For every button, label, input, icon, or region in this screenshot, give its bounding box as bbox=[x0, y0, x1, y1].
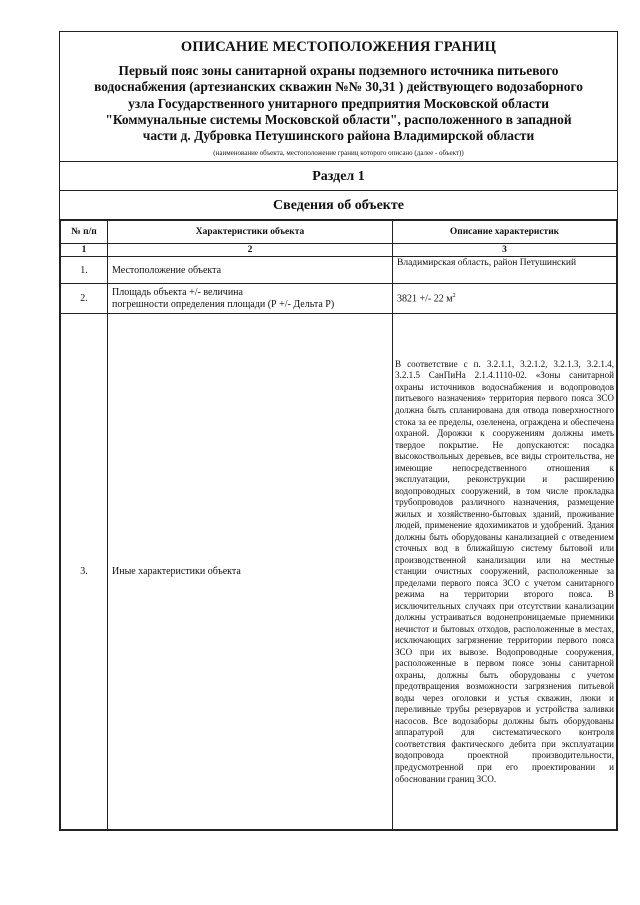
column-number-cell: 3 bbox=[393, 244, 617, 257]
area-unit-exponent: 2 bbox=[452, 293, 456, 300]
section-title: Раздел 1 bbox=[60, 162, 617, 191]
object-name-caption: (наименование объекта, местоположение границ которого описано (далее - объект)) bbox=[60, 148, 617, 162]
object-name-line: части д. Дубровка Петушинского района Владимирской области bbox=[142, 128, 535, 144]
column-number-row bbox=[61, 244, 617, 257]
row-description: Владимирская область, район Петушинский bbox=[393, 257, 617, 284]
row-number: 3. bbox=[61, 314, 108, 830]
table-row bbox=[61, 257, 617, 284]
row-description bbox=[393, 314, 617, 830]
row-characteristic bbox=[108, 284, 393, 314]
row-characteristic: Иные характеристики объекта bbox=[108, 314, 393, 830]
section-subtitle: Сведения об объекте bbox=[60, 191, 617, 220]
row-number: 1. bbox=[61, 257, 108, 284]
table-row bbox=[61, 284, 617, 314]
column-number-cell: 1 bbox=[61, 244, 108, 257]
object-name-line: водоснабжения (артезианских скважин №№ 30,31 ) действующего водозаборного bbox=[94, 79, 583, 95]
object-info-table bbox=[60, 220, 617, 830]
document-title: ОПИСАНИЕ МЕСТОПОЛОЖЕНИЯ ГРАНИЦ bbox=[180, 39, 497, 55]
header-cell-number: № п/п bbox=[61, 221, 108, 244]
object-name-line: Первый пояс зоны санитарной охраны подземного источника питьевого bbox=[118, 63, 559, 78]
object-name-line: узла Государственного унитарного предприятия Московской области bbox=[128, 95, 549, 111]
other-characteristics-text: В соответствие с п. 3.2.1.1, 3.2.1.2, 3.2.1.3, 3.2.1.4, 3.2.1.5 СанПиНа 2.1.4.1110-02. «Зоны санитарной охраны источников водоснабжения и водопроводов питьевого назначения» территория первого пояса ЗСО должна быть спланирована для отвода поверхностного стока за ее пределы, озеленена, ограждена и обеспечена охраной. Дорожки к сооружениям должны иметь твердое покрытие. Не допускаются: посадка высокоствольных деревьев, все виды строительства, не имеющие непосредственного отношения к эксплуатации, реконструкции и расширению водопроводных сооружений, в том числе прокладка трубопроводов различного назначения, размещение жилых и хозяйственно-бытовых зданий, проживание людей, применение ядохимикатов и удобрений. Здания должны быть оборудованы канализацией с отведением сточных вод в ближайшую систему бытовой или производственной канализации или на местные станции очистных сооружений, расположенные за пределами первого пояса ЗСО с учетом санитарного режима на территории второго пояса. В исключительных случаях при отсутствии канализации должны устраиваться водонепроницаемые приемники нечистот и бытовых отходов, расположенные в местах, исключающих загрязнение территории первого пояса ЗСО при их вывозе. Водопроводные сооружения, расположенные в первом поясе зоны санитарной охраны, должны быть оборудованы с учетом предотвращения возможности загрязнения питьевой воды через оголовки и устья скважин, люки и переливные трубы резервуаров и устройства заливки насосов. Все водозаборы должны быть оборудованы аппаратурой для систематического контроля соответствия фактического дебита при эксплуатации водопровода проектной производительности, предусмотренной при его проектировании и обосновании границ ЗСО. bbox=[395, 358, 614, 784]
row-characteristic-line: Площадь объекта +/- величина bbox=[112, 286, 243, 298]
row-number: 2. bbox=[61, 284, 108, 314]
object-name bbox=[60, 60, 617, 148]
header-cell-description: Описание характеристик bbox=[393, 221, 617, 244]
object-name-line: "Коммунальные системы Московской области", расположенного в западной bbox=[105, 111, 572, 127]
row-characteristic: Местоположение объекта bbox=[108, 257, 393, 284]
column-number-cell: 2 bbox=[108, 244, 393, 257]
row-characteristic-line: погрешности определения площади (Р +/- Дельта Р) bbox=[112, 298, 335, 310]
header-cell-characteristic: Характеристики объекта bbox=[108, 221, 393, 244]
area-value: 3821 +/- 22 м bbox=[397, 293, 453, 305]
table-header-row bbox=[61, 221, 617, 244]
document-page bbox=[59, 31, 618, 831]
table-row bbox=[61, 314, 617, 830]
row-description bbox=[393, 284, 617, 314]
